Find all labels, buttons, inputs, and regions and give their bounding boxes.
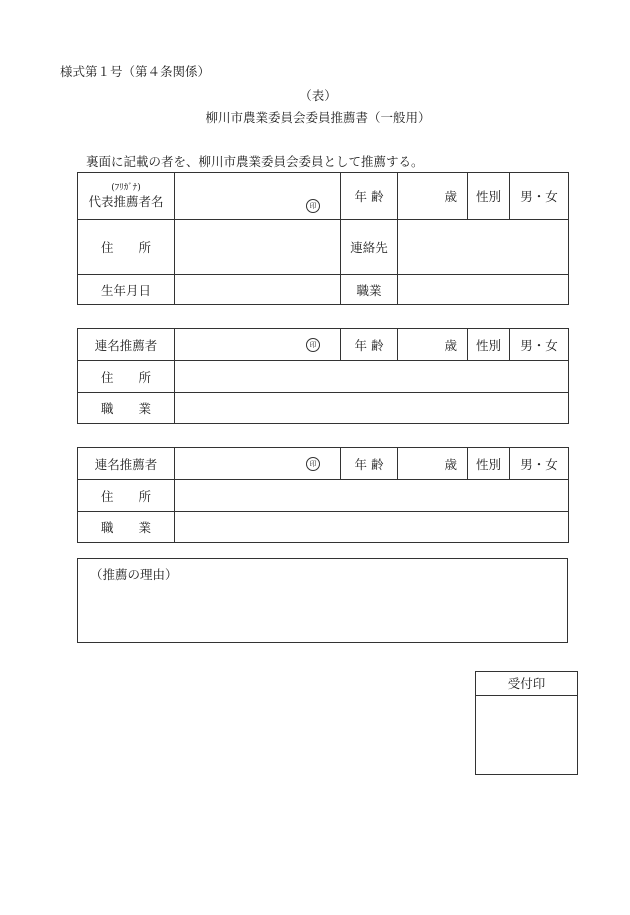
address-field[interactable]: [175, 220, 341, 275]
sex-options[interactable]: 男・女: [510, 329, 569, 361]
birthdate-field[interactable]: [175, 275, 341, 305]
co-signer-table-1: [77, 328, 569, 424]
co-signer-name-field[interactable]: [175, 329, 341, 361]
representative-name-field[interactable]: [175, 173, 341, 220]
occupation-label: 職業: [341, 275, 398, 305]
sex-label: 性別: [468, 173, 510, 220]
birthdate-label: 生年月日: [78, 275, 175, 305]
contact-field[interactable]: [398, 220, 569, 275]
representative-name-label: 代表推薦者名: [88, 194, 164, 209]
name-label-cell: [78, 173, 175, 220]
sex-label: 性別: [468, 329, 510, 361]
reception-stamp-box: [475, 671, 578, 775]
address-label: 住 所: [78, 361, 175, 393]
seal-mark-icon: 印: [306, 338, 320, 352]
contact-label: 連絡先: [341, 220, 398, 275]
occupation-label: 職 業: [78, 393, 175, 424]
intro-text: 裏面に記載の者を、柳川市農業委員会委員として推薦する。: [86, 154, 424, 169]
age-field[interactable]: 歳: [398, 173, 468, 220]
age-label: 年 齢: [341, 173, 398, 220]
seal-mark-icon: 印: [306, 457, 320, 471]
address-field[interactable]: [175, 480, 569, 512]
reason-field[interactable]: [77, 558, 568, 643]
representative-table: [77, 172, 569, 305]
address-label: 住 所: [78, 480, 175, 512]
co-signer-name-field[interactable]: [175, 448, 341, 480]
sex-options[interactable]: 男・女: [510, 173, 569, 220]
co-signer-name-label: 連名推薦者: [78, 329, 175, 361]
occupation-label: 職 業: [78, 512, 175, 543]
sex-options[interactable]: 男・女: [510, 448, 569, 480]
furigana-label: (ﾌﾘｶﾞﾅ): [111, 183, 141, 193]
age-label: 年 齢: [341, 329, 398, 361]
occupation-field[interactable]: [175, 512, 569, 543]
reason-label: （推薦の理由）: [90, 567, 178, 582]
reception-stamp-label: 受付印: [476, 672, 577, 696]
occupation-field[interactable]: [398, 275, 569, 305]
address-label: 住 所: [78, 220, 175, 275]
age-field[interactable]: 歳: [398, 329, 468, 361]
occupation-field[interactable]: [175, 393, 569, 424]
co-signer-name-label: 連名推薦者: [78, 448, 175, 480]
document-title: 柳川市農業委員会委員推薦書（一般用）: [205, 110, 431, 125]
seal-mark-icon: 印: [306, 199, 320, 213]
co-signer-table-2: [77, 447, 569, 543]
address-field[interactable]: [175, 361, 569, 393]
age-label: 年 齢: [341, 448, 398, 480]
face-label: （表）: [299, 88, 337, 103]
age-field[interactable]: 歳: [398, 448, 468, 480]
form-number: 様式第１号（第４条関係）: [60, 64, 211, 79]
sex-label: 性別: [468, 448, 510, 480]
